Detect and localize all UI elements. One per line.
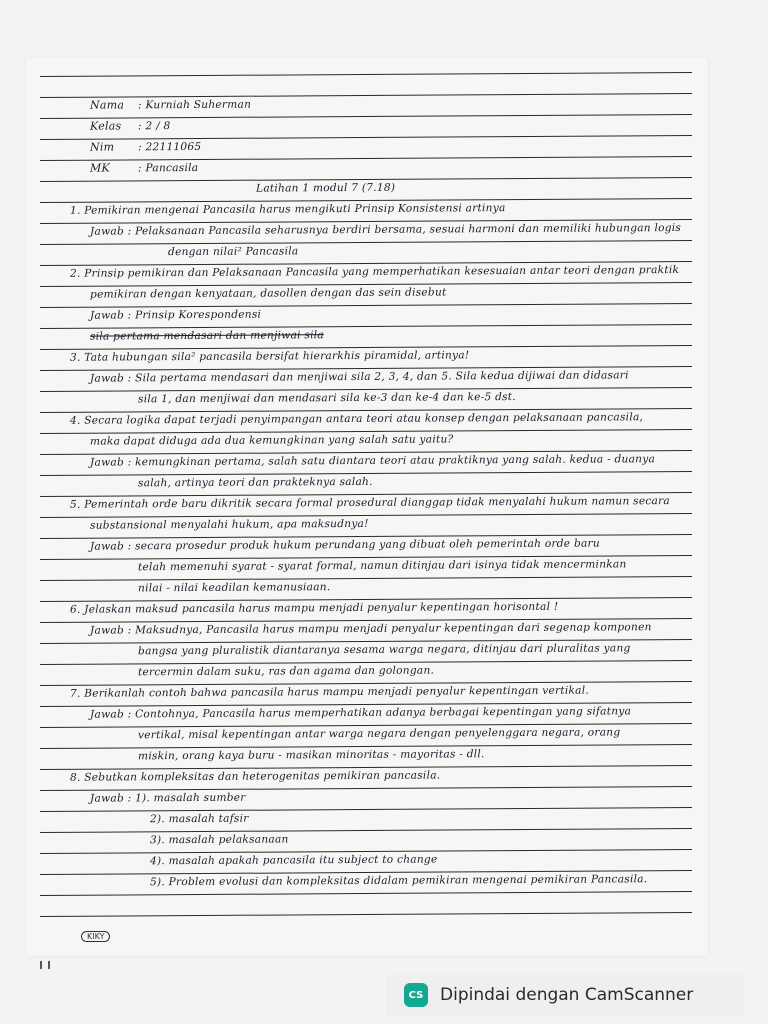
q5-answer-cont-2: nilai - nilai keadilan kemanusiaan. (137, 581, 331, 595)
q7-question: 7. Berikanlah contoh bahwa pancasila harus mampu menjadi penyalur kepentingan vertikal. (69, 684, 589, 700)
nama-label: Nama (89, 98, 125, 112)
binder-mark (40, 961, 50, 969)
camscanner-logo-icon: CS (404, 983, 428, 1007)
q6-answer: Jawab : Maksudnya, Pancasila harus mampu menjadi penyalur kepentingan dari segenap komponen (89, 621, 652, 637)
q5-question: 5. Pemerintah orde baru dikritik secara formal prosedural dianggap tidak menyalahi hukum namun secara (69, 495, 671, 511)
camscanner-label: Dipindai dengan CamScanner (440, 985, 694, 1005)
q3-answer-cont: sila 1, dan menjiwai dan mendasari sila ke-3 dan ke-4 dan ke-5 dst. (137, 391, 516, 406)
q2-answer: Jawab : Prinsip Korespondensi (89, 308, 262, 322)
ruled-line (40, 891, 692, 896)
kelas-label: Kelas (89, 119, 122, 133)
q4-question-cont: maka dapat diduga ada dua kemungkinan yang salah satu yaitu? (89, 433, 454, 448)
mk-label: MK (89, 161, 111, 175)
q8-answer-2: 2). masalah tafsir (149, 812, 249, 826)
notebook-page (26, 58, 708, 956)
q1-answer: Jawab : Pelaksanaan Pancasila seharusnya berdiri bersama, sesuai harmoni dan memiliki hubungan logis (89, 221, 682, 238)
nama-value: : Kurniah Suherman (137, 98, 252, 112)
q6-question: 6. Jelaskan maksud pancasila harus mampu menjadi penyalur kepentingan horisontal ! (69, 600, 559, 616)
mk-value: : Pancasila (137, 161, 199, 175)
q8-answer-3: 3). masalah pelaksanaan (149, 833, 289, 847)
q8-answer-1: Jawab : 1). masalah sumber (89, 791, 246, 805)
q8-answer-4: 4). masalah apakah pancasila itu subject to change (149, 853, 438, 868)
kiky-brand-mark: KIKY (81, 931, 110, 942)
q5-question-cont: substansional menyalahi hukum, apa maksudnya! (89, 517, 369, 532)
q6-answer-cont-2: tercermin dalam suku, ras dan agama dan golongan. (137, 664, 435, 679)
q2-question: 2. Prinsip pemikiran dan Pelaksanaan Pancasila yang memperhatikan kesesuaian antar teori dengan praktik (69, 264, 680, 280)
q1-question: 1. Pemikiran mengenai Pancasila harus mengikuti Prinsip Konsistensi artinya (69, 202, 506, 217)
q3-question: 3. Tata hubungan sila² pancasila bersifat hierarkhis piramidal, artinya! (69, 349, 470, 364)
q5-answer: Jawab : secara prosedur produk hukum perundang yang dibuat oleh pemerintah orde baru (89, 537, 600, 553)
camscanner-banner (386, 974, 745, 1016)
page-title: Latihan 1 modul 7 (7.18) (255, 181, 396, 195)
ruled-line (40, 72, 692, 77)
nim-label: Nim (89, 140, 115, 154)
kelas-value: : 2 / 8 (137, 120, 171, 133)
q4-answer: Jawab : kemungkinan pertama, salah satu diantara teori atau praktiknya yang salah. kedua - duanya (89, 453, 656, 469)
q7-answer-cont-2: miskin, orang kaya buru - masikan minoritas - mayoritas - dll. (137, 748, 485, 763)
q3-answer: Jawab : Sila pertama mendasari dan menjiwai sila 2, 3, 4, dan 5. Sila kedua dijiwai dan didasari (89, 369, 629, 385)
ruled-line (40, 912, 692, 917)
q7-answer: Jawab : Contohnya, Pancasila harus memperhatikan adanya berbagai kepentingan yang sifatnya (89, 705, 632, 721)
q1-answer-cont: dengan nilai² Pancasila (167, 245, 299, 259)
q2-struck-line: sila pertama mendasari dan menjiwai sila (89, 329, 324, 343)
q6-answer-cont: bangsa yang pluralistik diantaranya sesama warga negara, ditinjau dari pluralitas yang (137, 642, 631, 658)
q4-question: 4. Secara logika dapat terjadi penyimpangan antara teori atau konsep dengan pelaksanaan pancasila, (69, 411, 644, 427)
q2-question-cont: pemikiran dengan kenyataan, dasollen dengan das sein disebut (89, 286, 447, 301)
q4-answer-cont: salah, artinya teori dan prakteknya salah. (137, 475, 373, 490)
q5-answer-cont: telah memenuhi syarat - syarat formal, namun ditinjau dari isinya tidak mencerminkan (137, 558, 627, 574)
q8-question: 8. Sebutkan kompleksitas dan heterogenitas pemikiran pancasila. (69, 769, 441, 784)
q7-answer-cont: vertikal, misal kepentingan antar warga negara dengan penyelenggara negara, orang (137, 726, 621, 742)
q8-answer-5: 5). Problem evolusi dan kompleksitas didalam pemikiran mengenai pemikiran Pancasila. (149, 873, 648, 889)
nim-value: : 22111065 (137, 140, 202, 154)
